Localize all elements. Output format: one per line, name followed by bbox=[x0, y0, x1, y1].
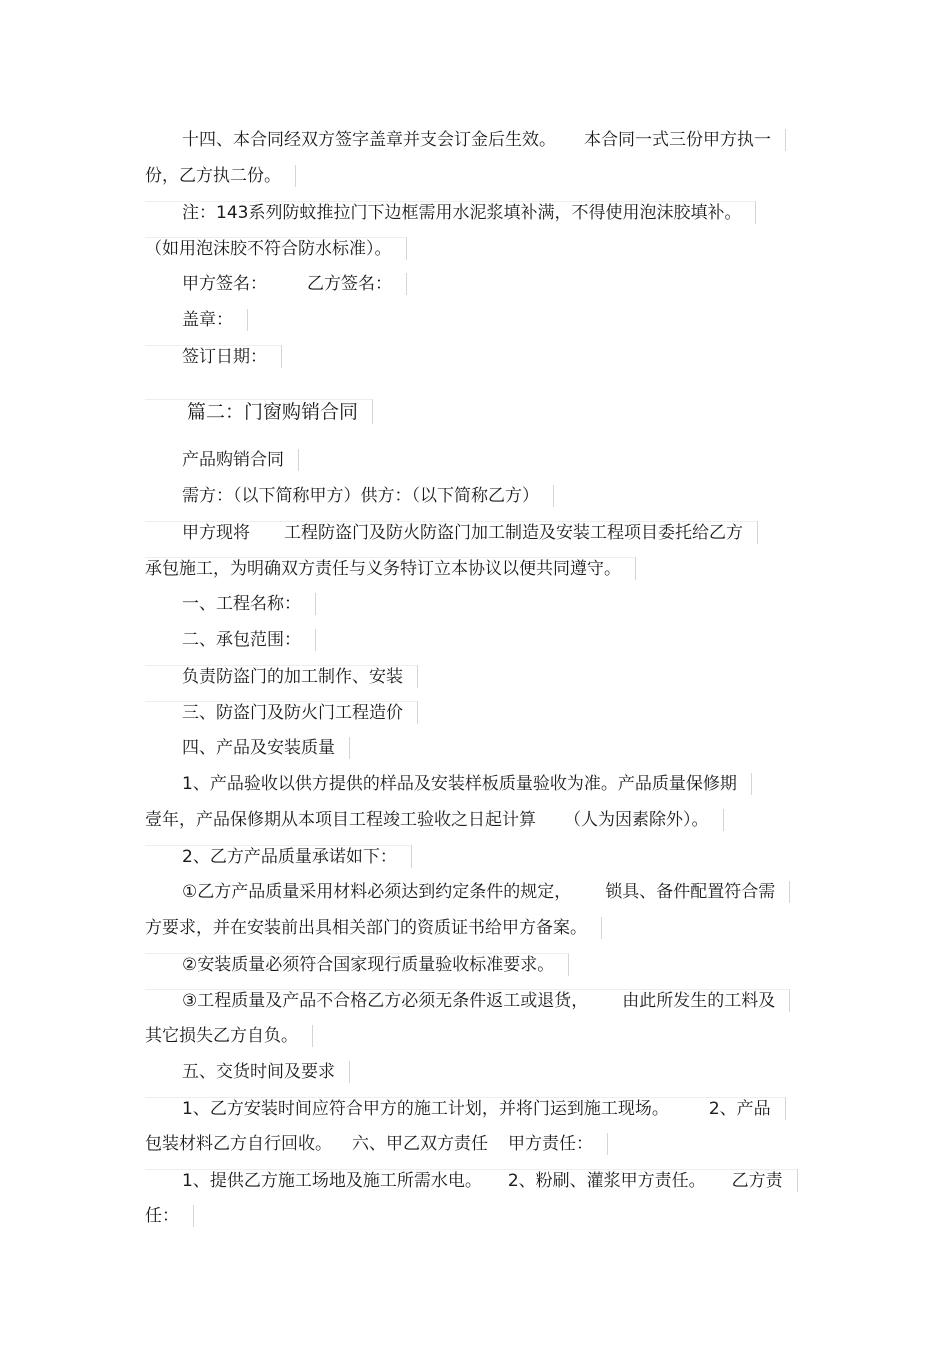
date-line: 签订日期： bbox=[145, 345, 282, 368]
text-line: 承包施工，为明确双方责任与义务特订立本协议以便共同遵守。 bbox=[145, 557, 636, 580]
contract-title: 产品购销合同 bbox=[182, 449, 299, 471]
text-line: ②安装质量必须符合国家现行质量验收标准要求。 bbox=[145, 953, 569, 976]
text-line: ①乙方产品质量采用材料必须达到约定条件的规定， 锁具、备件配置符合需 bbox=[182, 881, 790, 903]
text-line: 包装材料乙方自行回收。 六、甲乙双方责任 甲方责任： bbox=[145, 1133, 608, 1155]
seal-line: 盖章： bbox=[182, 309, 248, 331]
text-line: 方要求，并在安装前出具相关部门的资质证书给甲方备案。 bbox=[145, 917, 602, 939]
signature-line: 甲方签名： 乙方签名： bbox=[182, 273, 407, 295]
clause-heading: 四、产品及安装质量 bbox=[182, 737, 350, 759]
note-line: （如用泡沫胶不符合防水标准）。 bbox=[145, 237, 407, 260]
clause-heading: 三、防盗门及防火门工程造价 bbox=[145, 701, 418, 724]
clause-heading: 二、承包范围： bbox=[182, 629, 316, 651]
note-line: 注：143系列防蚊推拉门下边框需用水泥浆填补满，不得使用泡沫胶填补。 bbox=[145, 201, 756, 224]
text-line: 份，乙方执二份。 bbox=[145, 165, 296, 187]
text-line: 壹年，产品保修期从本项目工程竣工验收之日起计算 （人为因素除外）。 bbox=[145, 809, 724, 831]
text-line: 负责防盗门的加工制作、安装 bbox=[145, 665, 418, 688]
text-line: 1、提供乙方施工场地及施工所需水电。 2、粉刷、灌浆甲方责任。 乙方责 bbox=[145, 1169, 798, 1192]
text-line: 其它损失乙方自负。 bbox=[145, 1025, 313, 1047]
clause-heading: 五、交货时间及要求 bbox=[182, 1061, 350, 1083]
text-line: 十四、本合同经双方签字盖章并支会订金后生效。 本合同一式三份甲方执一 bbox=[182, 129, 786, 151]
clause-heading: 一、工程名称： bbox=[182, 593, 316, 615]
text-line: 甲方现将 工程防盗门及防火防盗门加工制造及安装工程项目委托给乙方 bbox=[145, 521, 758, 544]
text-line: 1、产品验收以供方提供的样品及安装样板质量验收为准。产品质量保修期 bbox=[182, 773, 752, 795]
text-line: 1、乙方安装时间应符合甲方的施工计划，并将门运到施工现场。 2、产品 bbox=[145, 1097, 786, 1120]
text-line: 2、乙方产品质量承诺如下： bbox=[145, 845, 412, 868]
text-line: ③工程质量及产品不合格乙方必须无条件返工或退货， 由此所发生的工料及 bbox=[145, 989, 790, 1012]
parties-line: 需方：（以下简称甲方）供方：（以下简称乙方） bbox=[182, 485, 554, 507]
section-heading: 篇二：门窗购销合同 bbox=[145, 399, 373, 424]
text-line: 任： bbox=[145, 1205, 194, 1227]
